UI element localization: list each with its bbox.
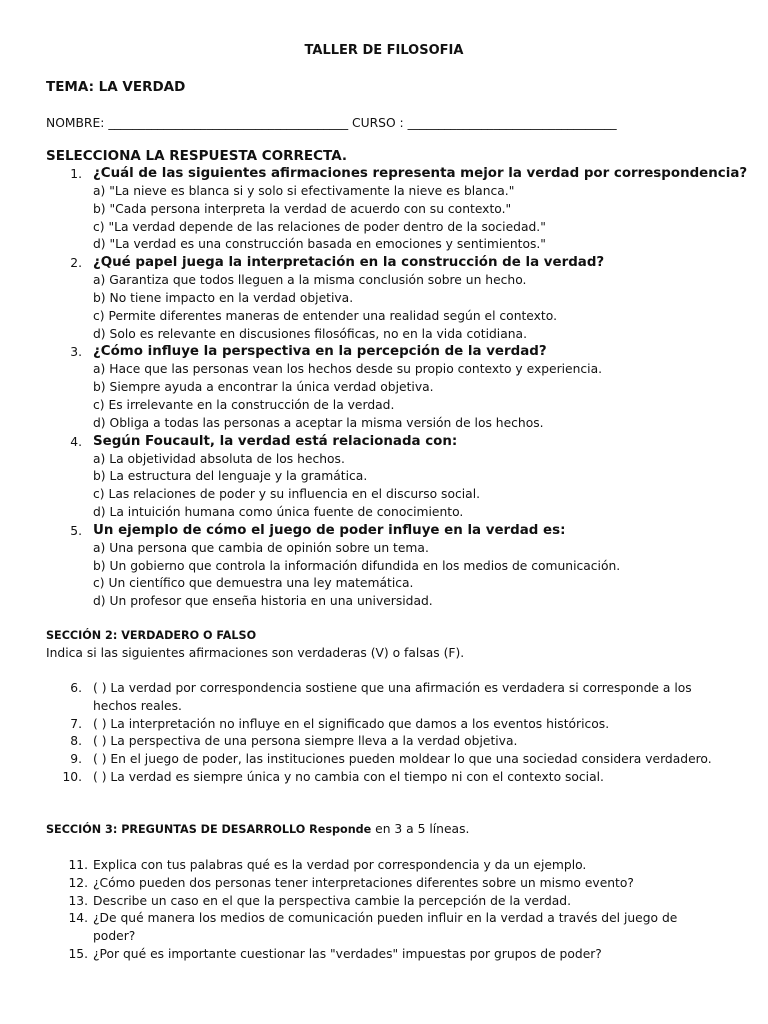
student-info-row — [46, 116, 617, 130]
answer-option: a) "La nieve es blanca si y solo si efectivamente la nieve es blanca." — [93, 184, 515, 198]
document-title: TALLER DE FILOSOFIA — [304, 43, 464, 58]
answer-option: a) Una persona que cambia de opinión sobre un tema. — [93, 540, 429, 555]
open-question-item — [0, 946, 768, 964]
open-question-item — [0, 910, 768, 946]
answer-option: c) Es irrelevante en la construcción de la verdad. — [93, 397, 395, 412]
item-number: 7. — [70, 716, 82, 731]
question-text: Un ejemplo de cómo el juego de poder influye en la verdad es: — [93, 522, 566, 538]
question-text: ¿Qué papel juega la interpretación en la construcción de la verdad? — [93, 255, 605, 271]
question-number: 3. — [70, 345, 82, 360]
answer-option: b) Un gobierno que controla la información difundida en los medios de comunicación. — [93, 558, 621, 573]
item-number: 6. — [70, 681, 82, 695]
curso-label: CURSO : — [352, 116, 404, 130]
item-text: ¿Por qué es importante cuestionar las "verdades" impuestas por grupos de poder? — [93, 946, 602, 961]
answer-option: c) Permite diferentes maneras de entender una realidad según el contexto. — [93, 308, 557, 323]
question-text: Según Foucault, la verdad está relacionada con: — [93, 433, 458, 449]
question-item — [0, 522, 768, 611]
item-number: 14. — [68, 911, 88, 926]
section-3-instruction: en 3 a 5 líneas. — [371, 822, 470, 836]
answer-option: c) "La verdad depende de las relaciones de poder dentro de la sociedad." — [93, 219, 546, 234]
question-number: 4. — [70, 434, 82, 449]
answer-option: a) Hace que las personas vean los hechos desde su propio contexto y experiencia. — [93, 362, 603, 377]
item-text: ¿De qué manera los medios de comunicación pueden influir en la verdad a través del juego de poder? — [93, 911, 678, 944]
section-3-title: SECCIÓN 3: PREGUNTAS DE DESARROLLO Responde — [46, 823, 372, 836]
answer-option: d) La intuición humana como única fuente de conocimiento. — [93, 504, 464, 519]
answer-option: c) Un científico que demuestra una ley matemática. — [93, 576, 414, 591]
question-item — [0, 254, 768, 343]
section-1-title: SELECCIONA LA RESPUESTA CORRECTA. — [46, 148, 348, 164]
topic-heading: TEMA: LA VERDAD — [46, 79, 186, 95]
true-false-item — [0, 733, 768, 751]
answer-option: b) La estructura del lenguaje y la gramática. — [93, 469, 368, 484]
item-number: 13. — [68, 893, 88, 908]
answer-option: d) "La verdad es una construcción basada en emociones y sentimientos." — [93, 237, 546, 252]
item-number: 15. — [68, 946, 88, 961]
item-text: Explica con tus palabras qué es la verdad por correspondencia y da un ejemplo. — [93, 858, 587, 872]
section-2-instruction: Indica si las siguientes afirmaciones son verdaderas (V) o falsas (F). — [46, 646, 465, 660]
question-item — [0, 433, 768, 522]
true-false-item — [0, 751, 768, 769]
item-text: ( ) En el juego de poder, las instituciones pueden moldear lo que una sociedad considera verdadero. — [93, 752, 712, 767]
open-questions-list — [0, 857, 768, 964]
answer-option: d) Solo es relevante en discusiones filosóficas, no en la vida cotidiana. — [93, 326, 527, 341]
multiple-choice-list — [0, 165, 768, 611]
question-number: 2. — [70, 256, 82, 271]
item-number: 10. — [62, 769, 82, 784]
item-number: 8. — [70, 734, 82, 749]
answer-option: d) Obliga a todas las personas a aceptar la misma versión de los hechos. — [93, 415, 544, 430]
answer-option: a) Garantiza que todos lleguen a la misma conclusión sobre un hecho. — [93, 273, 527, 288]
true-false-list — [0, 680, 768, 787]
open-question-item — [0, 857, 768, 875]
true-false-item — [0, 716, 768, 734]
question-item — [0, 343, 768, 432]
item-text: ( ) La verdad por correspondencia sostiene que una afirmación es verdadera si corresponde a los hechos reales. — [93, 681, 692, 713]
question-number: 5. — [70, 523, 82, 538]
curso-blank: __________________________________ — [407, 116, 617, 130]
answer-option: c) Las relaciones de poder y su influencia en el discurso social. — [93, 487, 481, 502]
item-text: ( ) La verdad es siempre única y no cambia con el tiempo ni con el contexto social. — [93, 769, 604, 784]
item-number: 9. — [70, 752, 82, 767]
answer-option: b) No tiene impacto en la verdad objetiva. — [93, 290, 354, 305]
item-text: ( ) La interpretación no influye en el significado que damos a los eventos históricos. — [93, 716, 610, 731]
open-question-item — [0, 893, 768, 911]
answer-option: b) Siempre ayuda a encontrar la única verdad objetiva. — [93, 380, 434, 395]
item-number: 12. — [68, 875, 88, 890]
item-text: ¿Cómo pueden dos personas tener interpretaciones diferentes sobre un mismo evento? — [93, 875, 634, 890]
true-false-item — [0, 769, 768, 787]
open-question-item — [0, 875, 768, 893]
question-item — [0, 165, 768, 254]
item-text: Describe un caso en el que la perspectiva cambie la percepción de la verdad. — [93, 893, 572, 908]
true-false-item — [0, 680, 768, 716]
nombre-label: NOMBRE: — [46, 116, 105, 130]
nombre-blank: _______________________________________ — [108, 116, 349, 130]
question-text: ¿Cuál de las siguientes afirmaciones representa mejor la verdad por correspondencia? — [93, 166, 748, 181]
item-number: 11. — [68, 858, 88, 872]
answer-option: b) "Cada persona interpreta la verdad de acuerdo con su contexto." — [93, 201, 512, 216]
question-number: 1. — [70, 167, 82, 181]
question-text: ¿Cómo influye la perspectiva en la percepción de la verdad? — [93, 344, 547, 360]
section-3-heading — [46, 822, 469, 836]
answer-option: d) Un profesor que enseña historia en una universidad. — [93, 594, 433, 609]
answer-option: a) La objetividad absoluta de los hechos. — [93, 451, 345, 466]
section-2-title: SECCIÓN 2: VERDADERO O FALSO — [46, 629, 257, 642]
item-text: ( ) La perspectiva de una persona siempre lleva a la verdad objetiva. — [93, 734, 518, 749]
